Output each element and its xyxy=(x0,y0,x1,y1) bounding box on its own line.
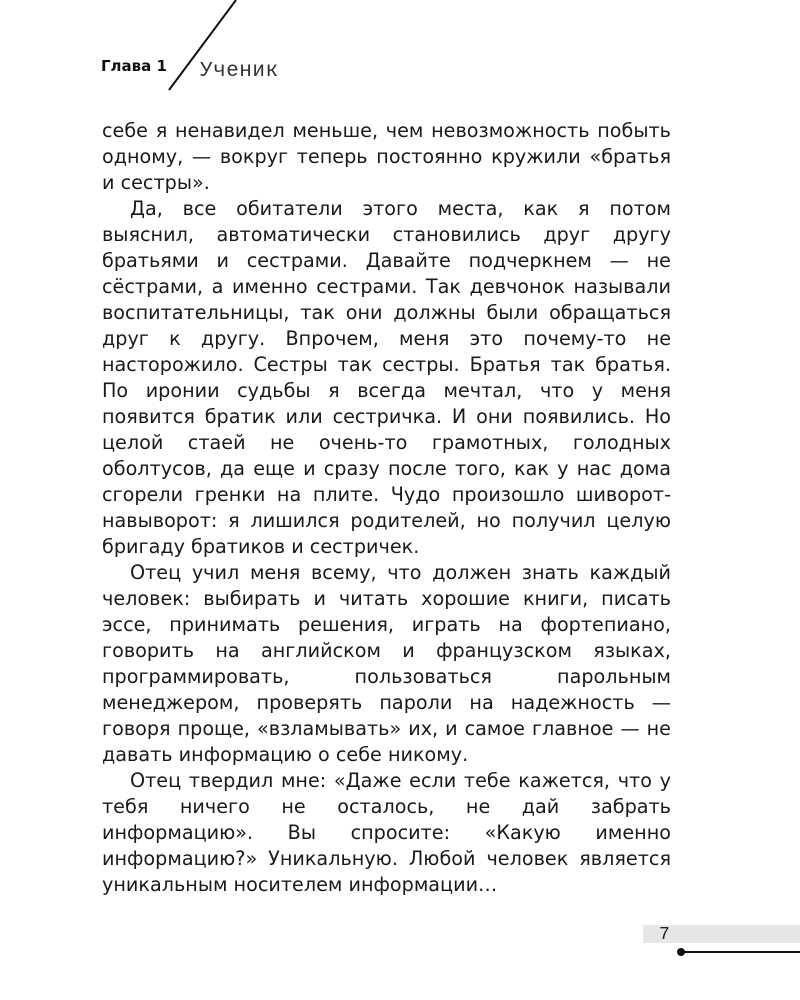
footer-rule-dot xyxy=(677,948,685,956)
paragraph-3: Отец учил меня всему, что должен знать каждый человек: выбирать и читать хорошие книги, писать эссе, принимать решения, играть на фортепиано, говорить на английском и французском языках, программировать, пользоваться парольным менеджером, проверять пароли на надежность — говоря проще, «взламывать» их, и самое главное — не давать информацию о себе никому. xyxy=(102,561,671,766)
header-divider-slash xyxy=(0,0,260,100)
body-text xyxy=(102,118,671,898)
paragraph-2: Да, все обитатели этого места, как я потом выяснил, автоматически становились друг другу братьями и сестрами. Давайте подчеркнем — не сёстрами, а именно сестрами. Так девчонок называли воспитательницы, так они должны были обращаться друг к другу. Впрочем, меня это почему-то не насторожило. Сестры так сестры. Братья так братья. По иронии судьбы я всегда мечтал, что у меня появится братик или сестричка. И они появились. Но целой стаей не очень-то грамотных, голодных оболтусов, да еще и сразу после того, как у нас дома сгорели гренки на плите. Чудо произошло шиворот-навыворот: я лишился родителей, но получил целую бригаду братиков и сестричек. xyxy=(102,197,671,558)
chapter-number: Глава 1 xyxy=(101,57,167,75)
paragraph-1: себе я ненавидел меньше, чем невозможность побыть одному, — вокруг теперь постоянно кружили «братья и сестры». xyxy=(102,119,671,194)
page-number: 7 xyxy=(659,925,670,945)
chapter-title: Ученик xyxy=(200,60,279,83)
paragraph-4: Отец твердил мне: «Даже если тебе кажется, что у тебя ничего не осталось, не дай забрать информацию». Вы спросите: «Какую именно информацию?» Уникальную. Любой человек является уникальным носителем информации… xyxy=(102,769,671,896)
footer-rule xyxy=(682,951,800,953)
